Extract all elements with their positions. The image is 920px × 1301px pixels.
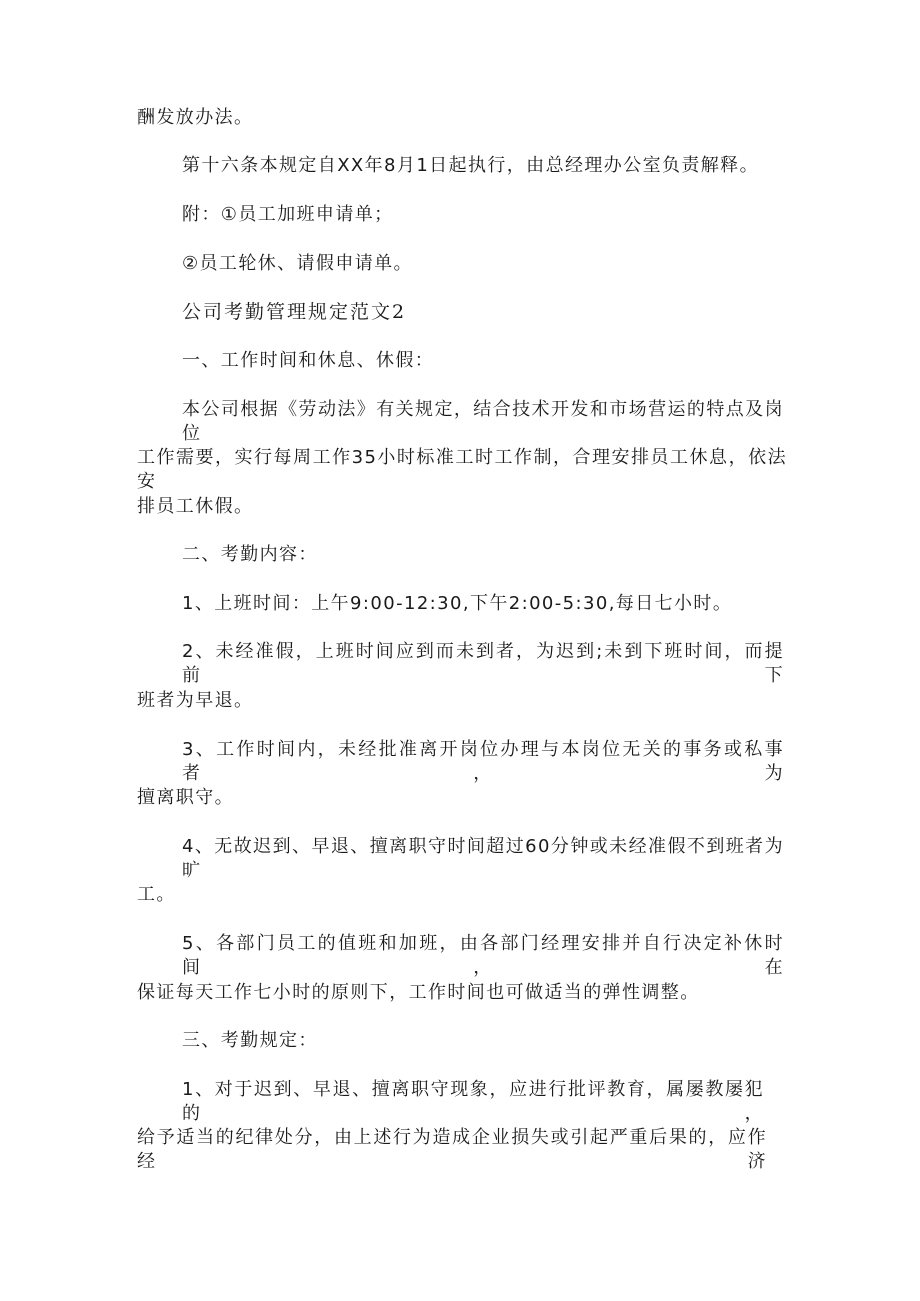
text-line: 给予适当的纪律处分，由上述行为造成企业损失或引起严重后果的，应作经济 (137, 1127, 767, 1172)
text-line: 工作需要，实行每周工作35小时标准工时工作制，合理安排员工休息，依法安 (137, 447, 787, 492)
text-line: 一、工作时间和休息、休假： (182, 350, 435, 371)
text-line: 三、考勤规定： (182, 1030, 318, 1051)
text-line: 班者为早退。 (137, 690, 254, 711)
text-line: 排员工休假。 (137, 496, 254, 517)
text-line: 本公司根据《劳动法》有关规定，结合技术开发和市场营运的特点及岗位 (182, 399, 784, 444)
text-line: 擅离职守。 (137, 787, 234, 808)
section-heading: 公司考勤管理规定范文2 (182, 301, 407, 323)
text-line: 4、无故迟到、早退、擅离职守时间超过60分钟或未经准假不到班者为旷 (182, 836, 784, 881)
text-line: 5、各部门员工的值班和加班，由各部门经理安排并自行决定补休时间，在 (182, 933, 784, 978)
text-line: ②员工轮休、请假申请单。 (182, 253, 413, 274)
text-line: 附：①员工加班申请单； (182, 204, 394, 225)
text-line: 第十六条本规定自XX年8月1日起执行，由总经理办公室负责解释。 (182, 155, 759, 176)
text-line: 1、对于迟到、早退、擅离职守现象，应进行批评教育，属屡教屡犯的， (182, 1079, 764, 1124)
text-line: 1、上班时间：上午9:00-12:30,下午2:00-5:30,每日七小时。 (182, 593, 733, 614)
text-line: 2、未经准假，上班时间应到而未到者，为迟到;未到下班时间，而提前下 (182, 641, 784, 686)
text-line: 工。 (137, 884, 176, 905)
text-line: 3、工作时间内，未经批准离开岗位办理与本岗位无关的事务或私事者，为 (182, 739, 784, 784)
text-line: 二、考勤内容： (182, 544, 318, 565)
text-line: 保证每天工作七小时的原则下，工作时间也可做适当的弹性调整。 (137, 982, 700, 1003)
text-line: 酬发放办法。 (137, 107, 254, 128)
